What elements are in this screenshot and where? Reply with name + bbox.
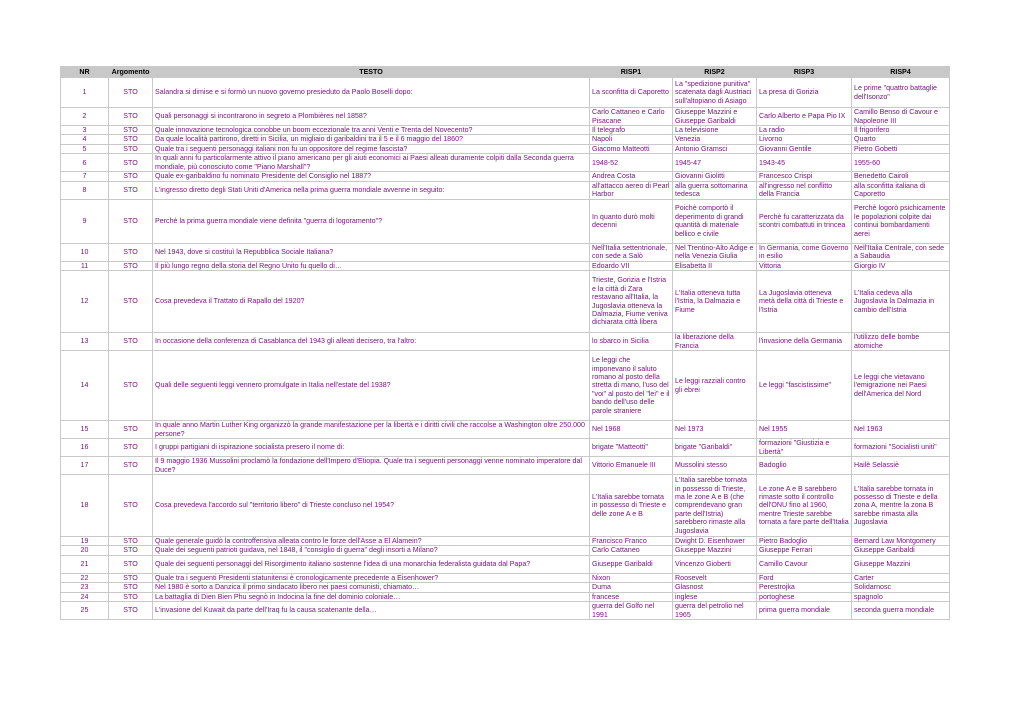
row-answer-3: Camillo Cavour: [757, 555, 852, 573]
header-risp3: RISP3: [757, 67, 852, 78]
row-answer-4: Nell'Italia Centrale, con sede a Sabaudia: [852, 243, 950, 261]
row-answer-4: Pietro Gobetti: [852, 144, 950, 153]
row-number: 21: [61, 555, 109, 573]
row-topic: STO: [109, 592, 153, 601]
table-row: [61, 573, 950, 582]
row-answer-1: Nel 1968: [590, 421, 673, 439]
row-answer-1: Il telegrafo: [590, 126, 673, 135]
row-answer-2: Nel 1973: [673, 421, 757, 439]
row-answer-1: all'attacco aereo di Pearl Harbor: [590, 181, 673, 199]
row-question: Nel 1980 è sorto a Danzica il primo sindacato libero nei paesi comunisti, chiamato…: [153, 583, 590, 592]
row-number: 14: [61, 351, 109, 421]
row-topic: STO: [109, 351, 153, 421]
row-answer-1: Nell'Italia settentrionale, con sede a Salò: [590, 243, 673, 261]
row-topic: STO: [109, 108, 153, 126]
row-answer-3: Francesco Crispi: [757, 172, 852, 181]
row-answer-1: La sconfitta di Caporetto: [590, 78, 673, 108]
row-question: I gruppi partigiani di ispirazione socialista presero il nome di:: [153, 439, 590, 457]
row-topic: STO: [109, 144, 153, 153]
table-row: [61, 154, 950, 172]
row-question: Quale generale guidò la controffensiva alleata contro le forze dell'Asse a El Alamein?: [153, 537, 590, 546]
row-answer-2: La televisione: [673, 126, 757, 135]
row-answer-4: L'Italia sarebbe tornata in possesso di Trieste e della zona A, mentre la zona B sarebbe rimasta alla Jugoslavia: [852, 475, 950, 537]
row-answer-3: Badoglio: [757, 457, 852, 475]
row-answer-4: seconda guerra mondiale: [852, 602, 950, 620]
row-topic: STO: [109, 78, 153, 108]
row-answer-1: francese: [590, 592, 673, 601]
row-question: Quale tra i seguenti personaggi italiani non fu un oppositore del regime fascista?: [153, 144, 590, 153]
row-answer-4: l'utilizzo delle bombe atomiche: [852, 333, 950, 351]
table-row: [61, 135, 950, 144]
row-answer-2: Giovanni Giolitti: [673, 172, 757, 181]
row-answer-4: L'Italia cedeva alla Jugoslavia la Dalmazia in cambio dell'Istria: [852, 271, 950, 333]
row-topic: STO: [109, 583, 153, 592]
row-answer-4: Benedetto Cairoli: [852, 172, 950, 181]
row-topic: STO: [109, 181, 153, 199]
row-answer-2: Poichè comportò il deperimento di grandi quantità di materiale bellico e civile: [673, 199, 757, 243]
table-row: [61, 271, 950, 333]
row-answer-1: Duma: [590, 583, 673, 592]
row-number: 13: [61, 333, 109, 351]
header-risp1: RISP1: [590, 67, 673, 78]
row-answer-2: brigate "Garibaldi": [673, 439, 757, 457]
row-number: 17: [61, 457, 109, 475]
row-answer-2: la liberazione della Francia: [673, 333, 757, 351]
row-answer-2: Glasnost: [673, 583, 757, 592]
row-topic: STO: [109, 199, 153, 243]
row-topic: STO: [109, 271, 153, 333]
row-number: 9: [61, 199, 109, 243]
table-row: [61, 351, 950, 421]
header-nr: NR: [61, 67, 109, 78]
row-number: 3: [61, 126, 109, 135]
row-answer-3: Nel 1955: [757, 421, 852, 439]
row-number: 22: [61, 573, 109, 582]
row-answer-1: Carlo Cattaneo e Carlo Pisacane: [590, 108, 673, 126]
row-question: Salandra si dimise e si formò un nuovo governo presieduto da Paolo Boselli dopo:: [153, 78, 590, 108]
row-answer-3: Carlo Alberto e Papa Pio IX: [757, 108, 852, 126]
row-number: 16: [61, 439, 109, 457]
row-answer-3: Pietro Badoglio: [757, 537, 852, 546]
row-topic: STO: [109, 261, 153, 270]
row-answer-3: In Germania, come Governo in esilio: [757, 243, 852, 261]
row-answer-2: Le leggi razziali contro gli ebrei: [673, 351, 757, 421]
row-question: In quale anno Martin Luther King organizzò la grande manifestazione per la libertà e i diritti civili che raccolse a Washington oltre 250.000 persone?: [153, 421, 590, 439]
table-row: [61, 144, 950, 153]
row-number: 8: [61, 181, 109, 199]
row-answer-1: Edoardo VII: [590, 261, 673, 270]
row-question: Quale dei seguenti patrioti guidava, nel 1848, il "consiglio di guerra" degli insorti a Milano?: [153, 546, 590, 555]
row-answer-3: prima guerra mondiale: [757, 602, 852, 620]
row-topic: STO: [109, 126, 153, 135]
row-number: 10: [61, 243, 109, 261]
row-question: Quale dei seguenti personaggi del Risorgimento italiano sostenne l'idea di una monarchia federalista guidata dal Papa?: [153, 555, 590, 573]
row-answer-2: alla guerra sottomarina tedesca: [673, 181, 757, 199]
header-argomento: Argomento: [109, 67, 153, 78]
row-question: L'invasione del Kuwait da parte dell'Iraq fu la causa scatenante della…: [153, 602, 590, 620]
row-answer-4: Giuseppe Garibaldi: [852, 546, 950, 555]
row-topic: STO: [109, 475, 153, 537]
row-answer-4: Nel 1963: [852, 421, 950, 439]
row-answer-4: Solidarnosc: [852, 583, 950, 592]
row-number: 24: [61, 592, 109, 601]
row-number: 5: [61, 144, 109, 153]
row-answer-3: formazioni "Giustizia e Libertà": [757, 439, 852, 457]
row-topic: STO: [109, 602, 153, 620]
row-answer-3: Vittoria: [757, 261, 852, 270]
row-question: Da quale località partirono, diretti in Sicilia, un migliaio di garibaldini tra il 5 e il 6 maggio del 1860?: [153, 135, 590, 144]
row-topic: STO: [109, 135, 153, 144]
row-answer-3: Giovanni Gentile: [757, 144, 852, 153]
table-row: [61, 537, 950, 546]
row-question: Quali personaggi si incontrarono in segreto a Plombières nel 1858?: [153, 108, 590, 126]
row-topic: STO: [109, 439, 153, 457]
row-number: 2: [61, 108, 109, 126]
row-answer-2: Giuseppe Mazzini: [673, 546, 757, 555]
row-number: 20: [61, 546, 109, 555]
row-topic: STO: [109, 172, 153, 181]
row-answer-4: Carter: [852, 573, 950, 582]
row-number: 15: [61, 421, 109, 439]
row-question: Il più lungo regno della storia del Regno Unito fu quello di…: [153, 261, 590, 270]
table-row: [61, 261, 950, 270]
row-question: Quale ex-garibaldino fu nominato Presidente del Consiglio nel 1887?: [153, 172, 590, 181]
row-answer-2: Vincenzo Gioberti: [673, 555, 757, 573]
row-answer-3: l'invasione della Germania: [757, 333, 852, 351]
row-answer-1: Francisco Franco: [590, 537, 673, 546]
row-answer-1: 1948-52: [590, 154, 673, 172]
row-topic: STO: [109, 243, 153, 261]
row-question: In occasione della conferenza di Casablanca del 1943 gli alleati decisero, tra l'altro:: [153, 333, 590, 351]
table-row: [61, 583, 950, 592]
row-answer-1: brigate "Matteotti": [590, 439, 673, 457]
row-question: Quali delle seguenti leggi vennero promulgate in Italia nell'estate del 1938?: [153, 351, 590, 421]
row-answer-3: Le zone A e B sarebbero rimaste sotto il controllo dell'ONU fino al 1960, mentre Trieste sarebbe tornata a fare parte dell'Italia: [757, 475, 852, 537]
row-answer-2: Venezia: [673, 135, 757, 144]
row-answer-1: Nixon: [590, 573, 673, 582]
row-answer-4: Giorgio IV: [852, 261, 950, 270]
row-question: Quale tra i seguenti Presidenti statunitensi è cronologicamente precedente a Eisenhower?: [153, 573, 590, 582]
row-question: Cosa prevedeva l'accordo sul "territorio libero" di Trieste concluso nel 1954?: [153, 475, 590, 537]
row-number: 23: [61, 583, 109, 592]
table-row: [61, 546, 950, 555]
row-answer-1: Giacomo Matteotti: [590, 144, 673, 153]
row-answer-1: Trieste, Gorizia e l'Istria e la città di Zara restavano all'Italia, la Jugoslavia otteneva la Dalmazia, Fiume veniva dichiarata città libera: [590, 271, 673, 333]
header-risp2: RISP2: [673, 67, 757, 78]
row-answer-4: Le leggi che vietavano l'emigrazione nei Paesi dell'America del Nord: [852, 351, 950, 421]
row-answer-3: 1943-45: [757, 154, 852, 172]
row-answer-3: La Jugoslavia otteneva metà della città di Trieste e l'Istria: [757, 271, 852, 333]
row-answer-1: L'Italia sarebbe tornata in possesso di Trieste e delle zone A e B: [590, 475, 673, 537]
row-number: 19: [61, 537, 109, 546]
row-question: In quali anni fu particolarmente attivo il piano americano per gli aiuti economici ai Paesi alleati duramente colpiti dalla Seconda guerra mondiale, più conosciuto come "Piano Marshall"?: [153, 154, 590, 172]
row-answer-4: Camillo Benso di Cavour e Napoleone III: [852, 108, 950, 126]
row-topic: STO: [109, 555, 153, 573]
row-number: 6: [61, 154, 109, 172]
row-answer-4: 1955-60: [852, 154, 950, 172]
row-number: 25: [61, 602, 109, 620]
row-answer-2: L'Italia otteneva tutta l'Istria, la Dalmazia e Fiume: [673, 271, 757, 333]
table-row: [61, 333, 950, 351]
row-question: Nel 1943, dove si costituì la Repubblica Sociale Italiana?: [153, 243, 590, 261]
row-answer-2: Dwight D. Eisenhower: [673, 537, 757, 546]
table-row: [61, 439, 950, 457]
row-topic: STO: [109, 333, 153, 351]
row-answer-2: Antonio Gramsci: [673, 144, 757, 153]
row-answer-4: spagnolo: [852, 592, 950, 601]
row-question: Il 9 maggio 1936 Mussolini proclamò la fondazione dell'Impero d'Etiopia. Quale tra i seguenti personaggi venne nominato imperatore dal Duce?: [153, 457, 590, 475]
row-answer-1: In quanto durò molti decenni: [590, 199, 673, 243]
row-question: Quale innovazione tecnologica conobbe un boom eccezionale tra anni Venti e Trenta del Novecento?: [153, 126, 590, 135]
row-question: La battaglia di Dien Bien Phu segnò in Indocina la fine del dominio coloniale…: [153, 592, 590, 601]
row-topic: STO: [109, 421, 153, 439]
row-topic: STO: [109, 546, 153, 555]
row-number: 4: [61, 135, 109, 144]
row-answer-4: Il frigorifero: [852, 126, 950, 135]
row-answer-1: Giuseppe Garibaldi: [590, 555, 673, 573]
row-topic: STO: [109, 537, 153, 546]
row-number: 18: [61, 475, 109, 537]
row-question: L'ingresso diretto degli Stati Uniti d'America nella prima guerra mondiale avvenne in seguito:: [153, 181, 590, 199]
row-answer-2: La "spedizione punitiva" scatenata dagli Austriaci sull'altopiano di Asiago: [673, 78, 757, 108]
questions-table: [60, 66, 950, 620]
row-topic: STO: [109, 573, 153, 582]
table-row: [61, 602, 950, 620]
header-testo: TESTO: [153, 67, 590, 78]
row-answer-4: Perchè logorò psichicamente le popolazioni colpite dai continui bombardamenti aerei: [852, 199, 950, 243]
table-row: [61, 243, 950, 261]
table-row: [61, 592, 950, 601]
row-answer-2: Nel Trentino-Alto Adige e nella Venezia Giulia: [673, 243, 757, 261]
row-answer-1: Andrea Costa: [590, 172, 673, 181]
row-answer-1: guerra del Golfo nel 1991: [590, 602, 673, 620]
row-answer-4: Giuseppe Mazzini: [852, 555, 950, 573]
row-answer-2: 1945-47: [673, 154, 757, 172]
row-answer-2: guerra del petrolio nel 1965: [673, 602, 757, 620]
row-answer-3: Perchè fu caratterizzata da scontri combattuti in trincea: [757, 199, 852, 243]
row-number: 11: [61, 261, 109, 270]
header-row: [61, 67, 950, 78]
row-topic: STO: [109, 154, 153, 172]
row-answer-2: Elisabetta II: [673, 261, 757, 270]
table-row: [61, 199, 950, 243]
table-row: [61, 421, 950, 439]
row-answer-4: Hailè Selassiè: [852, 457, 950, 475]
row-answer-4: Quarto: [852, 135, 950, 144]
row-answer-2: Giuseppe Mazzini e Giuseppe Garibaldi: [673, 108, 757, 126]
row-answer-3: La presa di Gorizia: [757, 78, 852, 108]
row-answer-3: all'ingresso nel conflitto della Francia: [757, 181, 852, 199]
row-topic: STO: [109, 457, 153, 475]
row-answer-4: alla sconfitta italiana di Caporetto: [852, 181, 950, 199]
row-answer-3: Ford: [757, 573, 852, 582]
row-answer-4: formazioni "Socialisti uniti": [852, 439, 950, 457]
row-question: Cosa prevedeva il Trattato di Rapallo del 1920?: [153, 271, 590, 333]
row-answer-3: Perestrojka: [757, 583, 852, 592]
row-number: 1: [61, 78, 109, 108]
row-answer-2: Mussolini stesso: [673, 457, 757, 475]
table-row: [61, 555, 950, 573]
row-answer-1: Vittorio Emanuele III: [590, 457, 673, 475]
row-answer-1: Carlo Cattaneo: [590, 546, 673, 555]
table-row: [61, 172, 950, 181]
row-answer-1: Le leggi che imponevano il saluto romano al posto della stretta di mano, l'uso del "voi" al posto del "lei" e il bando dell'uso delle parole straniere: [590, 351, 673, 421]
row-answer-4: Le prime "quattro battaglie dell'Isonzo": [852, 78, 950, 108]
row-number: 7: [61, 172, 109, 181]
table-row: [61, 108, 950, 126]
table-row: [61, 475, 950, 537]
table-row: [61, 181, 950, 199]
row-answer-1: lo sbarco in Sicilia: [590, 333, 673, 351]
row-answer-3: Livorno: [757, 135, 852, 144]
row-answer-2: L'Italia sarebbe tornata in possesso di Trieste, ma le zone A e B (che comprendevano gran parte dell'Istria) sarebbero rimaste alla Jugoslavia: [673, 475, 757, 537]
row-answer-3: La radio: [757, 126, 852, 135]
header-risp4: RISP4: [852, 67, 950, 78]
row-number: 12: [61, 271, 109, 333]
table-row: [61, 457, 950, 475]
table-row: [61, 78, 950, 108]
row-question: Perchè la prima guerra mondiale viene definita "guerra di logoramento"?: [153, 199, 590, 243]
row-answer-3: Le leggi "fascistissime": [757, 351, 852, 421]
table-row: [61, 126, 950, 135]
row-answer-2: Roosevelt: [673, 573, 757, 582]
row-answer-1: Napoli: [590, 135, 673, 144]
row-answer-4: Bernard Law Montgomery: [852, 537, 950, 546]
row-answer-3: Giuseppe Ferrari: [757, 546, 852, 555]
row-answer-3: portoghese: [757, 592, 852, 601]
row-answer-2: inglese: [673, 592, 757, 601]
